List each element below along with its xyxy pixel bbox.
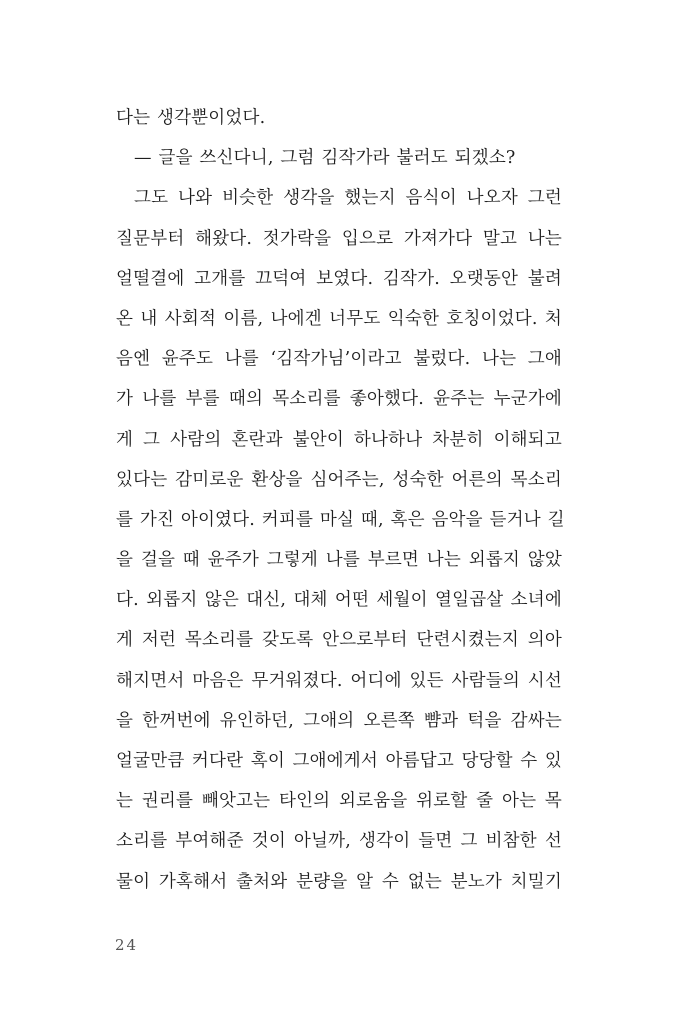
text-line: 음엔 윤주도 나를 ‘김작가님’이라고 불렀다. 나는 그애 [116,349,562,370]
text-line: 질문부터 해왔다. 젓가락을 입으로 가져가다 말고 나는 [116,228,562,249]
text-line: 다. 외롭지 않은 대신, 대체 어떤 세월이 열일곱살 소녀에 [116,590,562,611]
text-line: 가 나를 부를 때의 목소리를 좋아했다. 윤주는 누군가에 [116,389,562,410]
text-line: 을 걸을 때 윤주가 그렇게 나를 부르면 나는 외롭지 않았 [116,550,562,571]
text-line: 온 내 사회적 이름, 나에겐 너무도 익숙한 호칭이었다. 처 [116,308,562,329]
text-line: 얼떨결에 고개를 끄덕여 보였다. 김작가. 오랫동안 불려 [116,268,562,289]
dialogue-line: — 글을 쓰신다니, 그럼 김작가라 불러도 되겠소? [134,148,516,169]
text-line: 을 한꺼번에 유인하던, 그애의 오른쪽 뺨과 턱을 감싸는 [116,710,562,731]
text-line: 를 가진 아이였다. 커피를 마실 때, 혹은 음악을 듣거나 길 [116,509,565,530]
page-number: 24 [115,936,139,954]
body-text [116,98,565,902]
text-line: 게 그 사람의 혼란과 불안이 하나하나 차분히 이해되고 [116,429,562,450]
paragraph-start-line: 그도 나와 비슷한 생각을 했는지 음식이 나오자 그런 [134,188,562,209]
text-line: 소리를 부여해준 것이 아닐까, 생각이 들면 그 비참한 선 [116,831,562,852]
text-line: 얼굴만큼 커다란 혹이 그애에게서 아름답고 당당할 수 있 [116,751,562,771]
text-line: 있다는 감미로운 환상을 심어주는, 성숙한 어른의 목소리 [116,469,562,490]
text-line: 해지면서 마음은 무거워졌다. 어디에 있든 사람들의 시선 [116,670,562,691]
text-line: 는 권리를 빼앗고는 타인의 외로움을 위로할 줄 아는 목 [116,791,562,812]
text-line: 물이 가혹해서 출처와 분량을 알 수 없는 분노가 치밀기 [116,871,562,892]
text-line: 게 저런 목소리를 갖도록 안으로부터 단련시켰는지 의아 [116,630,562,651]
text-line: 다는 생각뿐이었다. [116,108,266,128]
